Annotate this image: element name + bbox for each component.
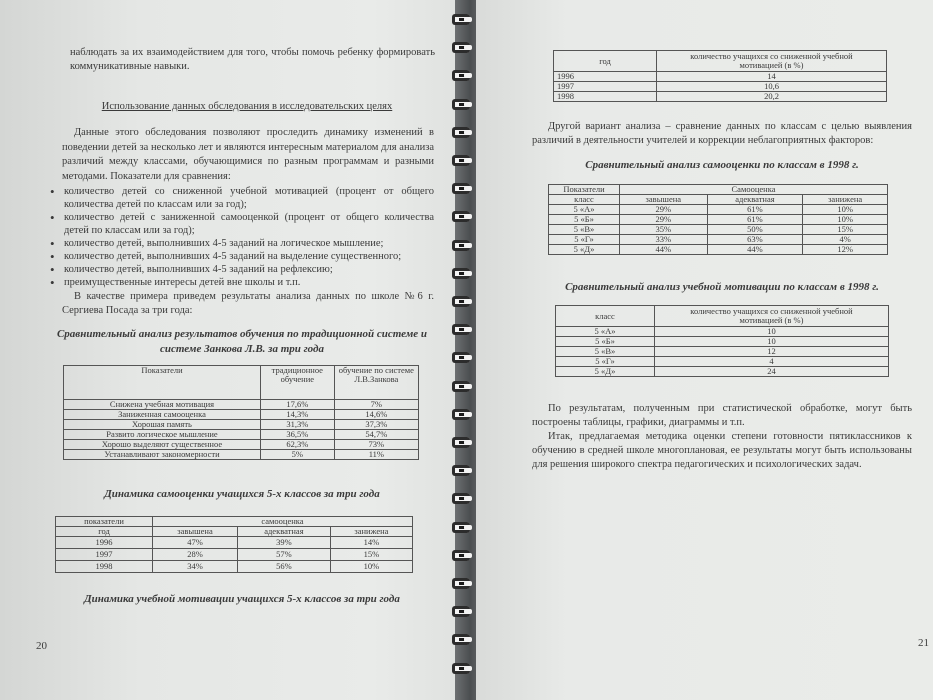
comparison-list [48,185,434,289]
page-number-right: 21 [918,637,929,649]
binding-ring [452,437,470,448]
section-heading: Использование данных обследования в исследовательских целях [101,101,393,112]
paragraph-1: Данные этого обследования позволяют проследить динамику изменений в поведении детей за несколько лет и являются интересным материалом для анализа различий между классами, обучающимися по разным программам и разными методами. Показатели для сравнения: [62,127,434,182]
table1-title: Сравнительный анализ результатов обучения по традиционной системе и системе Занкова Л.В. за три года [56,328,428,355]
binding-ring [452,296,470,307]
table-row: 5 «Б» 10 [556,337,889,347]
table-row: 5 «Б» 29% 61% 10% [549,215,888,225]
table-row: 5 «А» 10 [556,327,889,337]
binding-ring [452,578,470,589]
binding-ring [452,550,470,561]
table-row: Развито логическое мышление 36,5% 54,7% [64,430,419,440]
table-header: самооценка [153,517,413,527]
table-header: Показатели [549,185,620,195]
table-row: Хорошая память 31,3% 37,3% [64,420,419,430]
table4-title: Сравнительный анализ самооценки по классам в 1998 г. [585,159,859,171]
binding-ring [452,409,470,420]
binding-ring [452,634,470,645]
intro-text: наблюдать за их взаимодействием для того, чтобы помочь ребенку формировать коммуникативные навыки. [70,47,435,72]
binding-ring [452,70,470,81]
self-esteem-table: показатели самооценка год завышена адекватная занижена 1996 47% 39% 14% 1997 28% 57% 15% 1998 34% 56% 10% [55,516,413,573]
table-row: 1998 34% 56% 10% [56,561,413,573]
table-header: обучение по системе Л.В.Занкова [334,366,418,400]
binding-ring [452,381,470,392]
table-row: 5 «Д» 24 [556,367,889,377]
table-row: 1996 47% 39% 14% [56,537,413,549]
right-paragraph-1: Другой вариант анализа – сравнение данных по классам с целью выявления различий в деятельности учителей и коррекции неблагоприятных факторов: [532,121,912,146]
binding-ring [452,493,470,504]
table-header: количество учащихся со сниженной учебной мотивацией (в %) [655,306,889,327]
list-item: • количество детей, выполнивших 4-5 заданий на рефлексию; [48,263,434,276]
table-row: 1997 10,6 [554,82,887,92]
table-row: Заниженная самооценка 14,3% 14,6% [64,410,419,420]
left-page [0,0,466,700]
table-header: показатели [56,517,153,527]
table-header: Самооценка [620,185,888,195]
right-paragraph-3: Итак, предлагаемая методика оценки степени готовности пятиклассников к обучению в средней школе многоплановая, ее результаты могут быть использованы для решения широкого спектра педагогических и психологических задач. [532,431,912,470]
binding-ring [452,522,470,533]
table3-title: Динамика учебной мотивации учащихся 5-х классов за три года [84,593,400,605]
binding-ring [452,155,470,166]
right-paragraph-2: По результатам, полученным при статистической обработке, могут быть построены таблицы, графики, диаграммы и т.п. [532,403,912,428]
table-row: 1998 20,2 [554,92,887,102]
binding-ring [452,211,470,222]
table-header: количество учащихся со сниженной учебной мотивацией (в %) [657,51,887,72]
table-row: Устанавливают закономерности 5% 11% [64,450,419,460]
table-row: 5 «Г» 33% 63% 4% [549,235,888,245]
page-number-left: 20 [36,640,47,652]
table-header: класс [556,306,655,327]
binding-ring [452,352,470,363]
table5-title: Сравнительный анализ учебной мотивации по классам в 1998 г. [565,281,879,293]
list-item: • количество детей, выполнивших 4-5 заданий на логическое мышление; [48,237,434,250]
table2-title: Динамика самооценки учащихся 5-х классов за три года [104,488,380,500]
table-row: 5 «Г» 4 [556,357,889,367]
binding-ring [452,324,470,335]
table-row: 5 «Д» 44% 44% 12% [549,245,888,255]
binding-ring [452,42,470,53]
class-self-esteem-table: Показатели Самооценка класс завышена адекватная занижена 5 «А» 29% 61% 10% 5 «Б» 29% 61% 10% 5 «В» 35% 50% 15% 5 «Г» 33% 63% 4% 5 «Д» 44% 44% 12% [548,184,888,255]
table-row: Хорошо выделяют существенное 62,3% 73% [64,440,419,450]
list-item: • количество детей со сниженной учебной мотивацией (процент от общего количества детей по классам или за год); [48,185,434,211]
paragraph-2: В качестве примера приведем результаты анализа данных по школе №6 г. Сергиева Посада за три года: [62,291,434,316]
table-row: 5 «А» 29% 61% 10% [549,205,888,215]
table-row: 1997 28% 57% 15% [56,549,413,561]
binding-ring [452,14,470,25]
binding-ring [452,183,470,194]
binding-ring [452,99,470,110]
table-header: традиционное обучение [261,366,335,400]
table-row: 1996 14 [554,72,887,82]
right-page [476,0,933,700]
binding-ring [452,663,470,674]
table-row: 5 «В» 35% 50% 15% [549,225,888,235]
table-row: Снижена учебная мотивация 17,6% 7% [64,400,419,410]
binding-ring [452,268,470,279]
list-item: • количество детей, выполнивших 4-5 заданий на выделение существенного; [48,250,434,263]
table-header: Показатели [64,366,261,400]
motivation-years-table [553,50,887,102]
table-header: год [554,51,657,72]
results-table [63,365,419,460]
binding-ring [452,127,470,138]
binding-ring [452,606,470,617]
table-row: 5 «В» 12 [556,347,889,357]
list-item: • преимущественные интересы детей вне школы и т.п. [48,276,434,289]
list-item: • количество детей с заниженной самооценкой (процент от общего количества детей по классам или за год); [48,211,434,237]
binding-ring [452,240,470,251]
binding-ring [452,465,470,476]
class-motivation-table [555,305,889,377]
